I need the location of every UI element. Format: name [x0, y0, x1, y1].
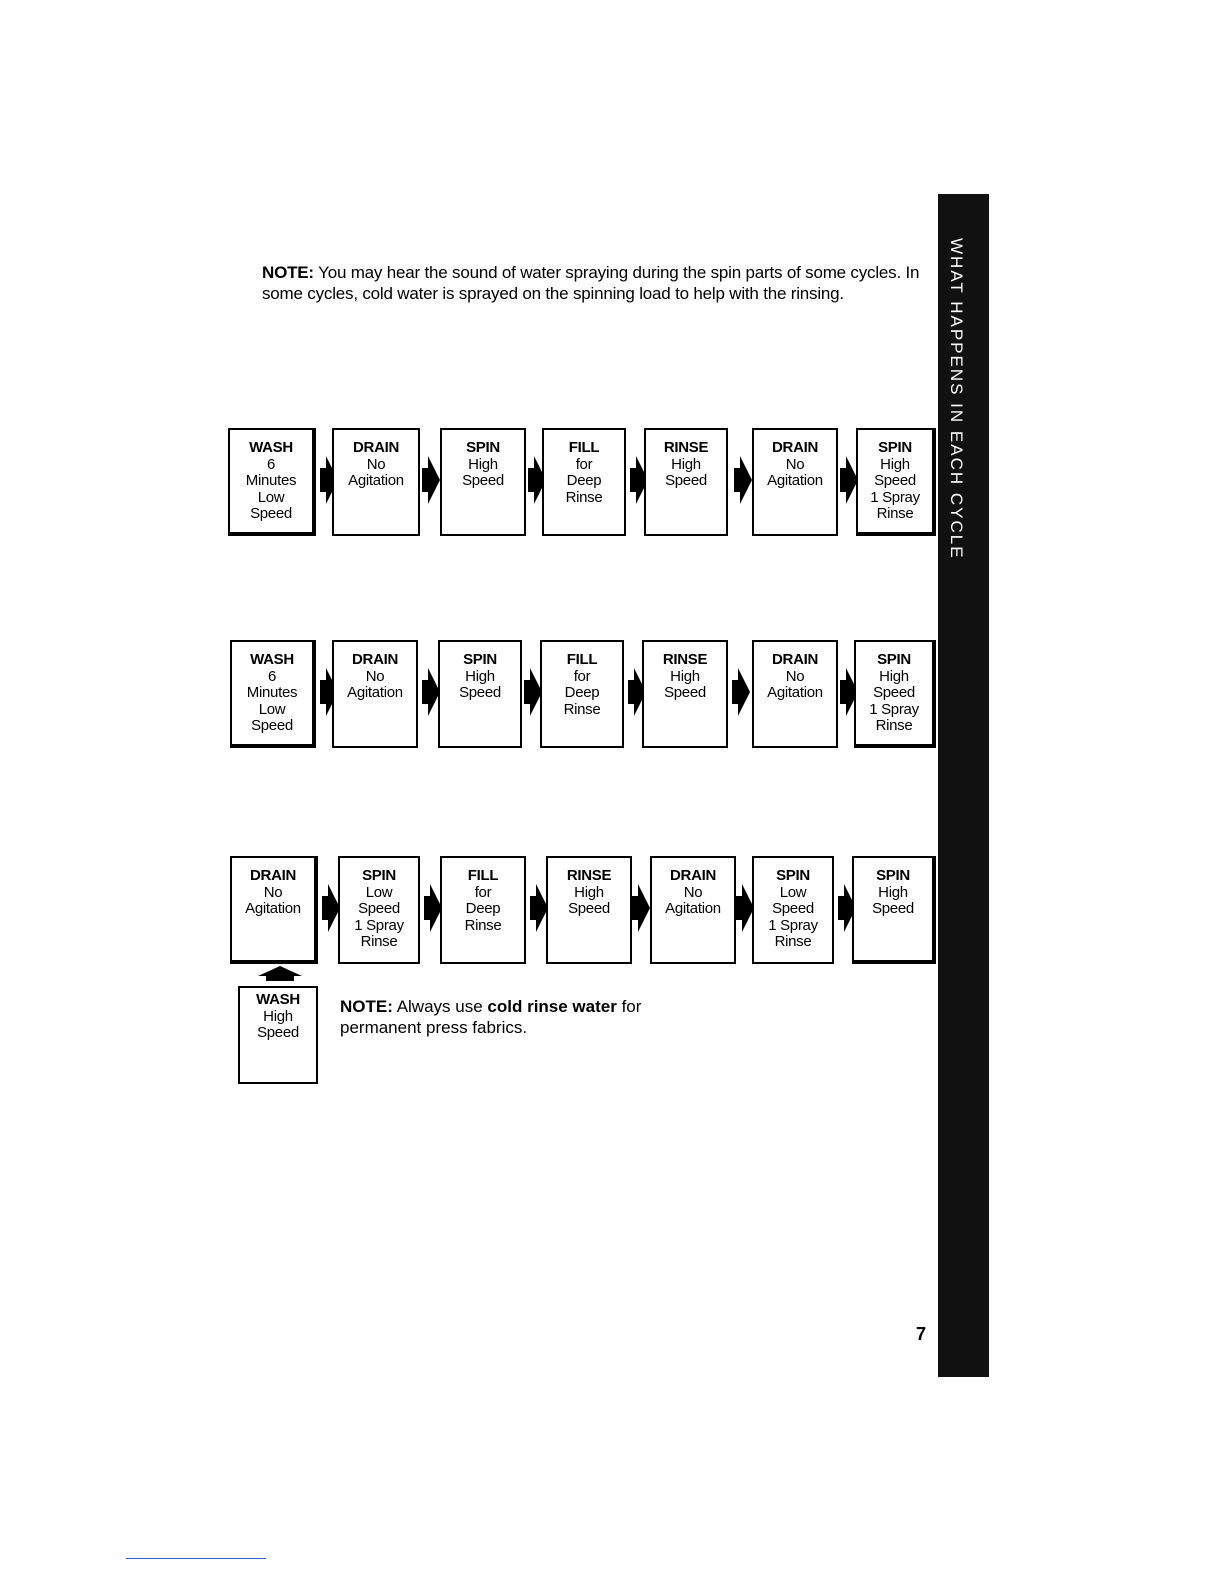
step-line: High — [671, 455, 701, 473]
flow-arrow-icon — [738, 668, 750, 716]
step-spin — [854, 640, 936, 748]
step-line: 6 — [267, 667, 277, 685]
step-title: DRAIN — [772, 439, 818, 456]
step-line: High — [263, 1007, 293, 1025]
step-line: Speed — [872, 900, 914, 917]
step-title: DRAIN — [772, 651, 818, 668]
step-line: 1 Spray — [768, 916, 818, 934]
bottom-note — [340, 996, 700, 1038]
step-line: Speed — [772, 900, 814, 917]
step-drain — [332, 640, 418, 748]
step-drain — [650, 856, 736, 964]
step-line: for — [474, 883, 492, 901]
step-line: No — [263, 883, 283, 901]
flow-arrow-icon — [740, 456, 752, 504]
step-wash-start — [238, 986, 318, 1084]
step-line: 1 Spray — [869, 700, 919, 718]
step-rinse — [642, 640, 728, 748]
step-line: Agitation — [348, 472, 404, 489]
step-title: FILL — [568, 439, 600, 456]
step-line: Deep — [564, 684, 600, 701]
step-line: Rinse — [464, 916, 502, 934]
step-line: No — [366, 455, 386, 473]
step-drain — [752, 640, 838, 748]
flow-arrow-icon — [428, 456, 440, 504]
step-title: SPIN — [878, 439, 912, 456]
step-line: Low — [779, 883, 807, 901]
step-title: RINSE — [663, 439, 709, 456]
step-line: Low — [257, 488, 285, 506]
step-line: 1 Spray — [870, 488, 920, 506]
step-line: Agitation — [767, 472, 823, 489]
step-line: 1 Spray — [354, 916, 404, 934]
step-rinse — [546, 856, 632, 964]
step-line: High — [879, 667, 909, 685]
step-line: Rinse — [875, 717, 913, 734]
step-spin — [438, 640, 522, 748]
page-number: 7 — [916, 1324, 927, 1344]
step-line: Minutes — [245, 472, 297, 489]
step-drain — [752, 428, 838, 536]
step-title: FILL — [566, 651, 598, 668]
step-fill — [542, 428, 626, 536]
top-note-label: NOTE: — [262, 263, 314, 282]
step-line: Agitation — [767, 684, 823, 701]
step-line: Low — [258, 700, 286, 718]
step-line: Minutes — [246, 684, 298, 701]
step-line: Speed — [664, 684, 706, 701]
step-line: Speed — [459, 684, 501, 701]
step-line: No — [785, 455, 805, 473]
step-title: WASH — [249, 439, 293, 456]
step-line: 6 — [266, 455, 276, 473]
step-line: Speed — [873, 684, 915, 701]
step-drain — [230, 856, 318, 964]
step-line: No — [683, 883, 703, 901]
step-title: RINSE — [662, 651, 708, 668]
step-title: SPIN — [876, 867, 910, 884]
step-title: WASH — [250, 651, 294, 668]
step-line: Agitation — [665, 900, 721, 917]
step-line: No — [785, 667, 805, 685]
step-line: No — [365, 667, 385, 685]
step-title: SPIN — [463, 651, 497, 668]
bottom-note-post: for permanent press fabrics. — [340, 997, 642, 1037]
step-line: High — [878, 883, 908, 901]
step-line: Speed — [568, 900, 610, 917]
step-title: RINSE — [566, 867, 612, 884]
step-title: DRAIN — [352, 651, 398, 668]
step-line: Deep — [566, 472, 602, 489]
step-line: Rinse — [563, 700, 601, 718]
top-note — [262, 262, 932, 304]
step-line: High — [468, 455, 498, 473]
step-line: High — [574, 883, 604, 901]
step-line: Rinse — [360, 933, 398, 950]
bottom-note-bold: cold rinse water — [487, 997, 617, 1016]
step-spin — [338, 856, 420, 964]
step-spin — [440, 428, 526, 536]
step-spin — [856, 428, 936, 536]
step-title: FILL — [467, 867, 499, 884]
step-wash — [230, 640, 316, 748]
step-line: for — [573, 667, 591, 685]
step-line: for — [575, 455, 593, 473]
step-wash — [228, 428, 316, 536]
step-title: DRAIN — [353, 439, 399, 456]
step-line: Deep — [465, 900, 501, 917]
up-arrow-shaft — [266, 975, 294, 981]
step-title: SPIN — [877, 651, 911, 668]
step-line: Low — [365, 883, 393, 901]
step-line: Speed — [665, 472, 707, 489]
step-line: Speed — [257, 1024, 299, 1041]
step-line: Agitation — [245, 900, 301, 917]
section-tab-title: WHAT HAPPENS IN EACH CYCLE — [947, 238, 966, 560]
step-line: Speed — [358, 900, 400, 917]
bottom-note-label: NOTE: — [340, 997, 393, 1016]
step-fill — [540, 640, 624, 748]
flow-arrow-icon — [638, 884, 650, 932]
step-line: Speed — [251, 717, 293, 734]
step-spin — [752, 856, 834, 964]
step-line: High — [880, 455, 910, 473]
step-rinse — [644, 428, 728, 536]
step-line: Rinse — [774, 933, 812, 950]
top-note-text: You may hear the sound of water spraying during the spin parts of some cycles. In some cycles, cold water is sprayed on the spinning load to help with the rinsing. — [262, 263, 920, 303]
step-line: Speed — [250, 505, 292, 522]
step-line: High — [670, 667, 700, 685]
step-title: WASH — [256, 991, 300, 1008]
step-fill — [440, 856, 526, 964]
step-title: SPIN — [362, 867, 396, 884]
step-line: Rinse — [565, 488, 603, 506]
step-title: SPIN — [776, 867, 810, 884]
step-line: Rinse — [876, 505, 914, 522]
step-title: DRAIN — [670, 867, 716, 884]
step-drain — [332, 428, 420, 536]
bottom-note-pre: Always use — [396, 997, 483, 1016]
step-line: Speed — [874, 472, 916, 489]
step-title: DRAIN — [250, 867, 296, 884]
footer-rule — [126, 1558, 266, 1559]
step-line: Agitation — [347, 684, 403, 701]
step-line: Speed — [462, 472, 504, 489]
step-spin — [852, 856, 936, 964]
step-line: High — [465, 667, 495, 685]
step-title: SPIN — [466, 439, 500, 456]
